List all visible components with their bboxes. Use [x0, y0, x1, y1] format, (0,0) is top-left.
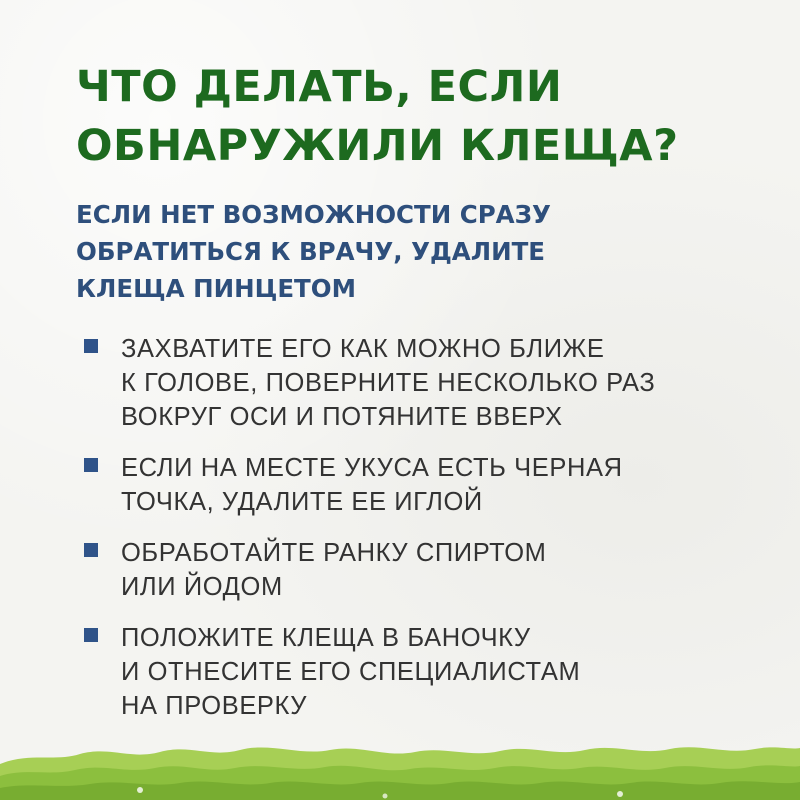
subtitle-line: КЛЕЩА ПИНЦЕТОМ [76, 274, 356, 303]
page-title [76, 58, 756, 176]
title-line: ЧТО ДЕЛАТЬ, ЕСЛИ [76, 62, 563, 112]
subtitle [76, 196, 716, 307]
list-item [84, 536, 764, 604]
list-item [84, 451, 764, 519]
item-line: ТОЧКА, УДАЛИТЕ ЕЕ ИГЛОЙ [121, 488, 483, 516]
list-item [84, 332, 764, 434]
item-line: К ГОЛОВЕ, ПОВЕРНИТЕ НЕСКОЛЬКО РАЗ [121, 369, 656, 397]
item-line: НА ПРОВЕРКУ [121, 692, 308, 720]
subtitle-line: ОБРАТИТЬСЯ К ВРАЧУ, УДАЛИТЕ [76, 237, 546, 266]
item-line: ИЛИ ЙОДОМ [121, 573, 283, 601]
item-line: ЗАХВАТИТЕ ЕГО КАК МОЖНО БЛИЖЕ [121, 335, 605, 363]
square-bullet-icon [84, 628, 98, 642]
grass-icon [0, 724, 800, 800]
item-line: И ОТНЕСИТЕ ЕГО СПЕЦИАЛИСТАМ [121, 658, 581, 686]
square-bullet-icon [84, 458, 98, 472]
item-line: ЕСЛИ НА МЕСТЕ УКУСА ЕСТЬ ЧЕРНАЯ [121, 454, 623, 482]
item-line: ПОЛОЖИТЕ КЛЕЩА В БАНОЧКУ [121, 624, 531, 652]
square-bullet-icon [84, 543, 98, 557]
square-bullet-icon [84, 339, 98, 353]
item-line: ВОКРУГ ОСИ И ПОТЯНИТЕ ВВЕРХ [121, 403, 563, 431]
title-line: ОБНАРУЖИЛИ КЛЕЩА? [76, 121, 679, 171]
subtitle-line: ЕСЛИ НЕТ ВОЗМОЖНОСТИ СРАЗУ [76, 200, 551, 229]
list-item [84, 621, 764, 723]
steps-list [84, 332, 764, 723]
item-line: ОБРАБОТАЙТЕ РАНКУ СПИРТОМ [121, 539, 547, 567]
